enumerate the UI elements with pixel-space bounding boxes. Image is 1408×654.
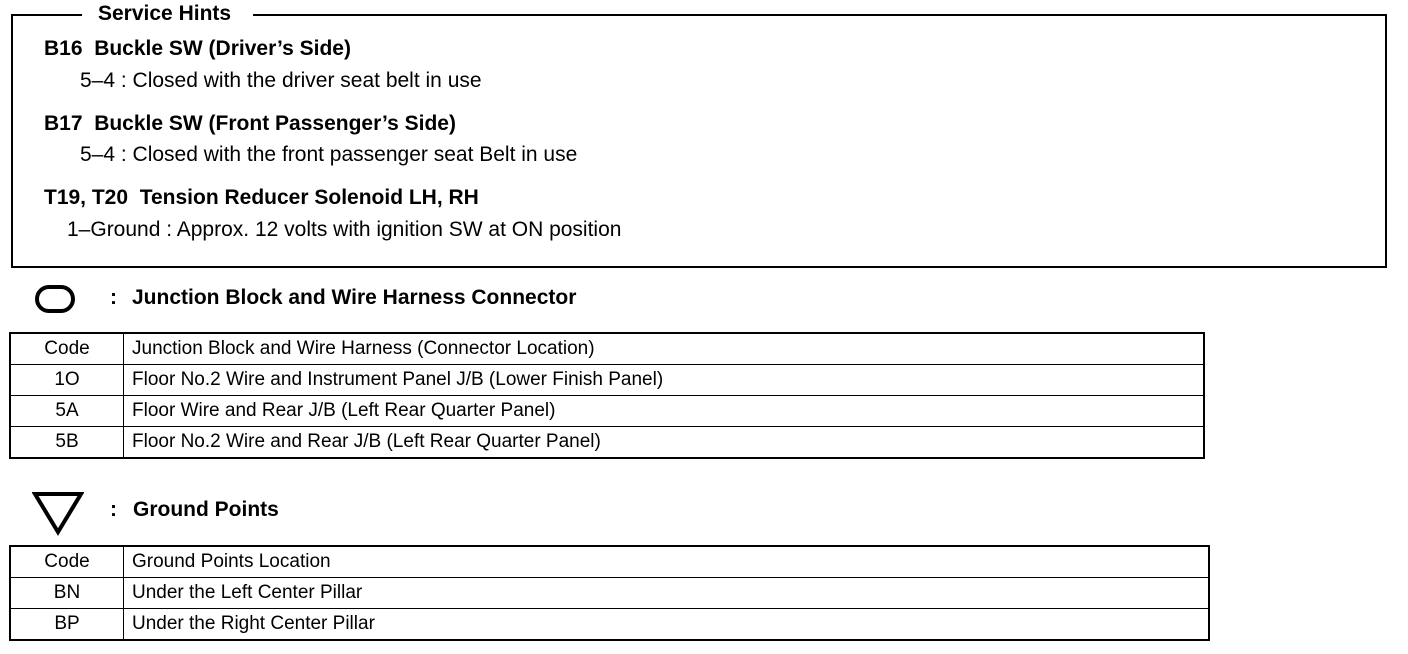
- junction-colon: :: [110, 286, 117, 309]
- junction-row-code: 5A: [10, 396, 124, 427]
- table-header-row: [10, 546, 1209, 578]
- junction-table: [9, 332, 1205, 459]
- junction-row-desc: Floor No.2 Wire and Instrument Panel J/B (Lower Finish Panel): [124, 365, 1205, 396]
- junction-block-icon: [35, 285, 75, 313]
- table-row: [10, 609, 1209, 641]
- table-header-row: [10, 333, 1204, 365]
- junction-row-code: 1O: [10, 365, 124, 396]
- table-row: [10, 578, 1209, 609]
- junction-legend-label: Junction Block and Wire Harness Connector: [132, 286, 577, 309]
- table-row: [10, 365, 1204, 396]
- hint-t19-t20-heading: T19, T20 Tension Reducer Solenoid LH, RH: [44, 186, 479, 209]
- ground-header-code: Code: [10, 546, 124, 578]
- ground-row-code: BN: [10, 578, 124, 609]
- junction-row-desc: Floor Wire and Rear J/B (Left Rear Quarter Panel): [124, 396, 1205, 427]
- ground-table: [9, 545, 1210, 641]
- ground-header-desc: Ground Points Location: [124, 546, 1210, 578]
- table-row: [10, 396, 1204, 427]
- hint-t19-t20-detail: 1–Ground : Approx. 12 volts with ignition SW at ON position: [67, 218, 622, 241]
- hint-b16-heading: B16 Buckle SW (Driver’s Side): [44, 37, 351, 60]
- ground-row-desc: Under the Left Center Pillar: [124, 578, 1210, 609]
- ground-row-desc: Under the Right Center Pillar: [124, 609, 1210, 641]
- junction-row-code: 5B: [10, 427, 124, 459]
- hint-b17-detail: 5–4 : Closed with the front passenger seat Belt in use: [80, 143, 578, 166]
- ground-legend-label: Ground Points: [133, 498, 279, 521]
- hint-b17-heading: B17 Buckle SW (Front Passenger’s Side): [44, 112, 456, 135]
- ground-triangle-icon: [32, 490, 84, 536]
- junction-row-desc: Floor No.2 Wire and Rear J/B (Left Rear Quarter Panel): [124, 427, 1205, 459]
- junction-header-desc: Junction Block and Wire Harness (Connector Location): [124, 333, 1205, 365]
- hint-b16-detail: 5–4 : Closed with the driver seat belt in use: [80, 69, 482, 92]
- junction-header-code: Code: [10, 333, 124, 365]
- table-row: [10, 427, 1204, 459]
- ground-colon: :: [110, 498, 117, 521]
- ground-row-code: BP: [10, 609, 124, 641]
- service-hints-title: Service Hints: [82, 2, 253, 26]
